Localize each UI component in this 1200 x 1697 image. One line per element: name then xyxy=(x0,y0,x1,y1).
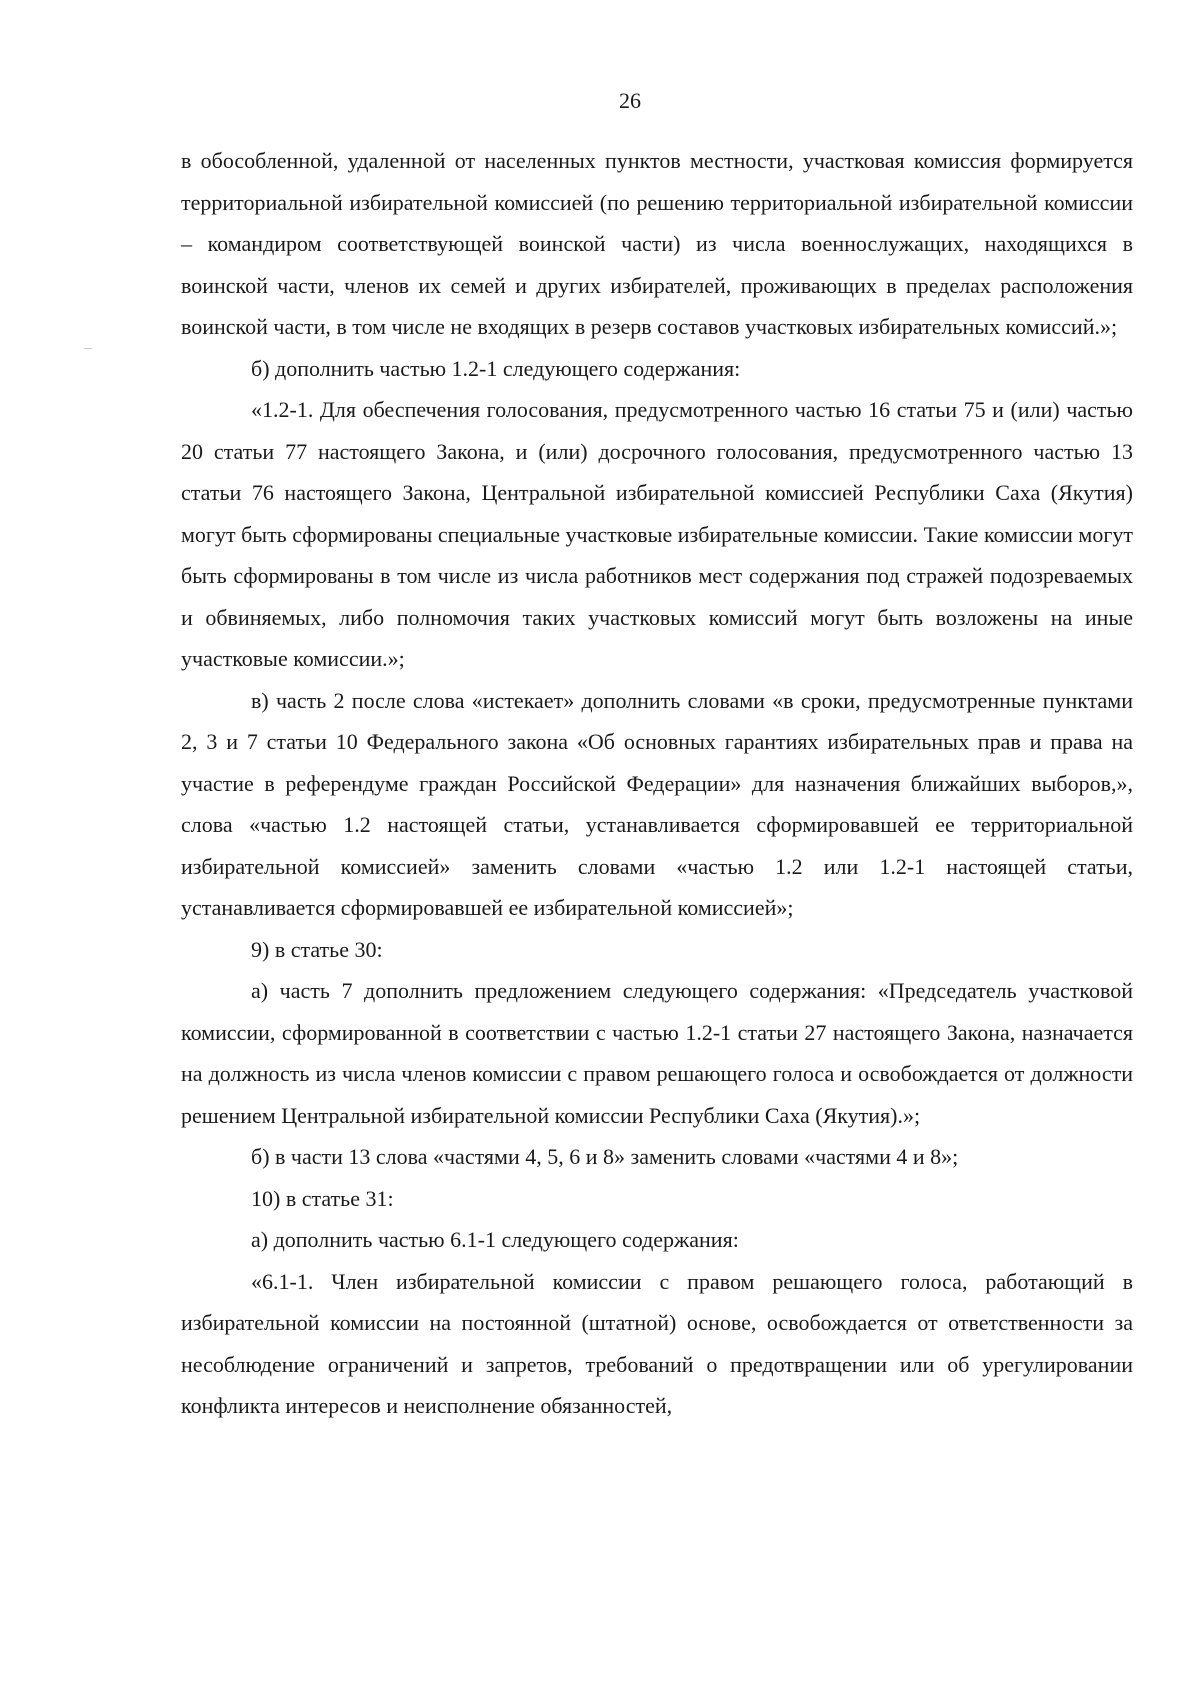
paragraph-item-a-1: а) часть 7 дополнить предложением следующего содержания: «Председатель участковой комиссии, сформированной в соответствии с частью 1.2-1 статьи 27 настоящего Закона, назначается на должность из числа членов комиссии с правом решающего голоса и освобождается от должности решением Центральной избирательной комиссии Республики Саха (Якутия).»; xyxy=(181,978,1133,1128)
page-number: 26 xyxy=(619,88,641,113)
paragraph-item-10: 10) в статье 31: xyxy=(251,1185,394,1211)
paragraph-item-v: в) часть 2 после слова «истекает» дополнить словами «в сроки, предусмотренные пунктами 2, 3 и 7 статьи 10 Федерального закона «Об основных гарантиях избирательных прав и права на участие в референдуме граждан Российской Федерации» для назначения ближайших выборов,», слова «частью 1.2 настоящей статьи, устанавливается сформировавшей ее территориальной избирательной комиссией» заменить словами «частью 1.2 или 1.2-1 настоящей статьи, устанавливается сформировавшей ее избирательной комиссией»; xyxy=(181,687,1133,920)
paragraph-quote-6-1-1: «6.1-1. Член избирательной комиссии с правом решающего голоса, работающий в избирательной комиссии на постоянной (штатной) основе, освобождается от ответственности за несоблюдение ограничений и запретов, требований о предотвращении или об урегулировании конфликта интересов и неисполнение обязанностей, xyxy=(181,1268,1133,1418)
paragraph-item-a-2: а) дополнить частью 6.1-1 следующего содержания: xyxy=(251,1227,739,1252)
document-body xyxy=(181,140,1133,1427)
paragraph-item-b-1: б) дополнить частью 1.2-1 следующего содержания: xyxy=(251,355,741,381)
paragraph-continuation: в обособленной, удаленной от населенных пунктов местности, участковая комиссия формируется территориальной избирательной комиссией (по решению территориальной избирательной комиссии – командиром соответствующей воинской части) из числа военнослужащих, находящихся в воинской части, членов их семей и других избирателей, проживающих в пределах расположения воинской части, в том числе не входящих в резерв составов участковых избирательных комиссий.»; xyxy=(181,148,1133,339)
paragraph-item-b-2: б) в части 13 слова «частями 4, 5, 6 и 8» заменить словами «частями 4 и 8»; xyxy=(251,1144,959,1169)
paragraph-quote-1-2-1: «1.2-1. Для обеспечения голосования, предусмотренного частью 16 статьи 75 и (или) частью 20 статьи 77 настоящего Закона, и (или) досрочного голосования, предусмотренного частью 13 статьи 76 настоящего Закона, Центральной избирательной комиссией Республики Саха (Якутия) могут быть сформированы специальные участковые избирательные комиссии. Такие комиссии могут быть сформированы в том числе из числа работников мест содержания под стражей подозреваемых и обвиняемых, либо полномочия таких участковых комиссий могут быть возложены на иные участковые комиссии.»; xyxy=(181,397,1133,671)
paragraph-item-9: 9) в статье 30: xyxy=(251,936,383,962)
margin-mark xyxy=(84,348,92,349)
